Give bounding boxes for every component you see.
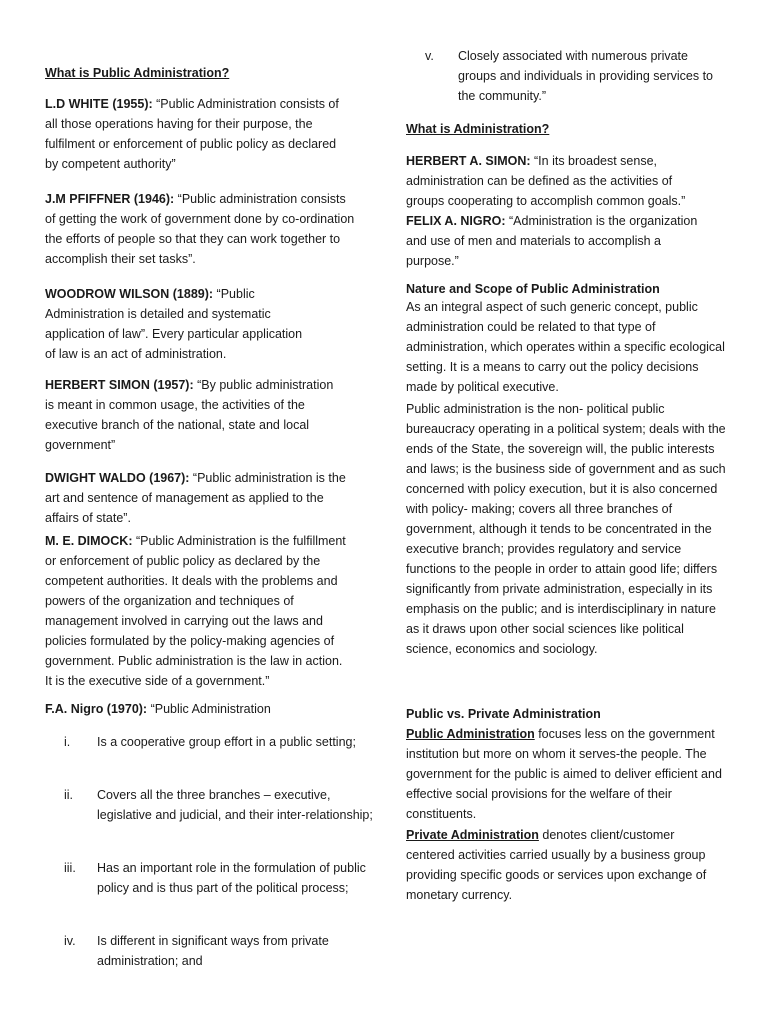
definition-author: DWIGHT WALDO (1967): — [45, 471, 190, 485]
definition-text: “By public administration is meant in common usage, the activities of the executive branch of the national, state and local government” — [45, 378, 334, 452]
list-number: ii. — [64, 788, 74, 802]
scope-paragraph-2: Public administration is the non- political public bureaucracy operating in a political system; deals with the ends of the State, the sovereign will, the public interests and laws; is the business side of government and as such concerned with policy execution, but it is also concerned with policy- making; covers all three branches of government, although it tends to be concentrated in the executive branch; provides regulatory and service functions to the people in order to attain good life; differs significantly from private administration, especially in its emphasis on the public; and is interdisciplinary in nature as it draws upon other social sciences like political science, economics and sociology. — [406, 402, 726, 656]
scope-paragraph-1: As an integral aspect of such generic concept, public administration could be related to that type of administration, which operates within a specific ecological setting. It is a means to carry out the policy decisions made by political executive. — [406, 300, 725, 394]
definition-white — [45, 94, 345, 174]
list-number: iii. — [64, 861, 76, 875]
definition-text: “Public Administration — [147, 702, 271, 716]
definition-waldo — [45, 468, 347, 528]
definition-author: J.M PFIFFNER (1946): — [45, 192, 175, 206]
section-heading-public-administration: What is Public Administration? — [45, 66, 230, 80]
definition-author: FELIX A. NIGRO: — [406, 214, 506, 228]
section-heading-public-vs-private: Public vs. Private Administration — [406, 707, 601, 721]
definition-author: HERBERT SIMON (1957): — [45, 378, 194, 392]
definition-simon — [45, 375, 345, 455]
definition-text: “Public administration consists of getting the work of government done by co-ordination the efforts of people so that they can work together to accomplish their set tasks”. — [45, 192, 355, 266]
section-heading-administration: What is Administration? — [406, 122, 550, 136]
list-item — [45, 858, 397, 898]
definition-nigro — [45, 699, 345, 719]
definition-text: “Administration is the organization and use of men and materials to accomplish a purpose.” — [406, 214, 698, 268]
nigro-list-continued — [406, 46, 726, 106]
list-text: Is a cooperative group effort in a public setting; — [97, 735, 356, 749]
list-text: Covers all the three branches – executive, legislative and judicial, and their inter-relationship; — [97, 788, 373, 822]
private-administration-term: Private Administration — [406, 828, 539, 842]
definition-text: “Public Administration is detailed and systematic application of law”. Every particular application of law is an act of administration. — [45, 287, 303, 361]
definition-dimock — [45, 531, 351, 691]
definition-text: “Public Administration consists of all those operations having for their purpose, the fulfilment or enforcement of public policy as declared by competent authority” — [45, 97, 339, 171]
list-text: Has an important role in the formulation of public policy and is thus part of the political process; — [97, 861, 366, 895]
public-administration-term: Public Administration — [406, 727, 535, 741]
list-text: Is different in significant ways from private administration; and — [97, 934, 329, 968]
definition-wilson — [45, 284, 313, 364]
private-administration-paragraph — [406, 825, 726, 905]
list-number: i. — [64, 735, 71, 749]
public-administration-text: focuses less on the government institution but more on whom it serves-the people. The government for the public is aimed to deliver efficient and effective social provisions for the welfare of their constituents. — [406, 727, 722, 821]
definition-pfiffner — [45, 189, 357, 269]
list-item — [45, 732, 377, 752]
definition-text: “Public administration is the art and sentence of management as applied to the affairs of state”. — [45, 471, 346, 525]
definition-author: M. E. DIMOCK: — [45, 534, 133, 548]
definition-author: WOODROW WILSON (1889): — [45, 287, 214, 301]
list-number: iv. — [64, 934, 76, 948]
private-administration-text: denotes client/customer centered activities carried usually by a business group providing specific goods or services upon exchange of monetary currency. — [406, 828, 707, 902]
definition-author: L.D WHITE (1955): — [45, 97, 153, 111]
list-item — [406, 46, 718, 106]
definition-text: “Public Administration is the fulfillment or enforcement of public policy as declared by the competent authorities. It deals with the problems and powers of the organization and techniques of management involved in carrying out the laws and policies formulated by the policy-making agencies of government. Public administration is the law in action. It is the executive side of a government.” — [45, 534, 346, 688]
list-text: Closely associated with numerous private groups and individuals in providing services to the community.” — [458, 49, 714, 103]
definition-herbert-a-simon — [406, 151, 706, 211]
definition-author: HERBERT A. SIMON: — [406, 154, 531, 168]
definition-author: F.A. Nigro (1970): — [45, 702, 148, 716]
definition-felix-nigro — [406, 211, 706, 271]
section-heading-nature-scope: Nature and Scope of Public Administration — [406, 282, 660, 296]
list-item — [45, 785, 387, 825]
list-number: v. — [425, 49, 434, 63]
definition-text: “In its broadest sense, administration can be defined as the activities of groups cooperating to accomplish common goals.” — [406, 154, 686, 208]
public-administration-paragraph — [406, 724, 726, 824]
list-item — [45, 931, 382, 971]
